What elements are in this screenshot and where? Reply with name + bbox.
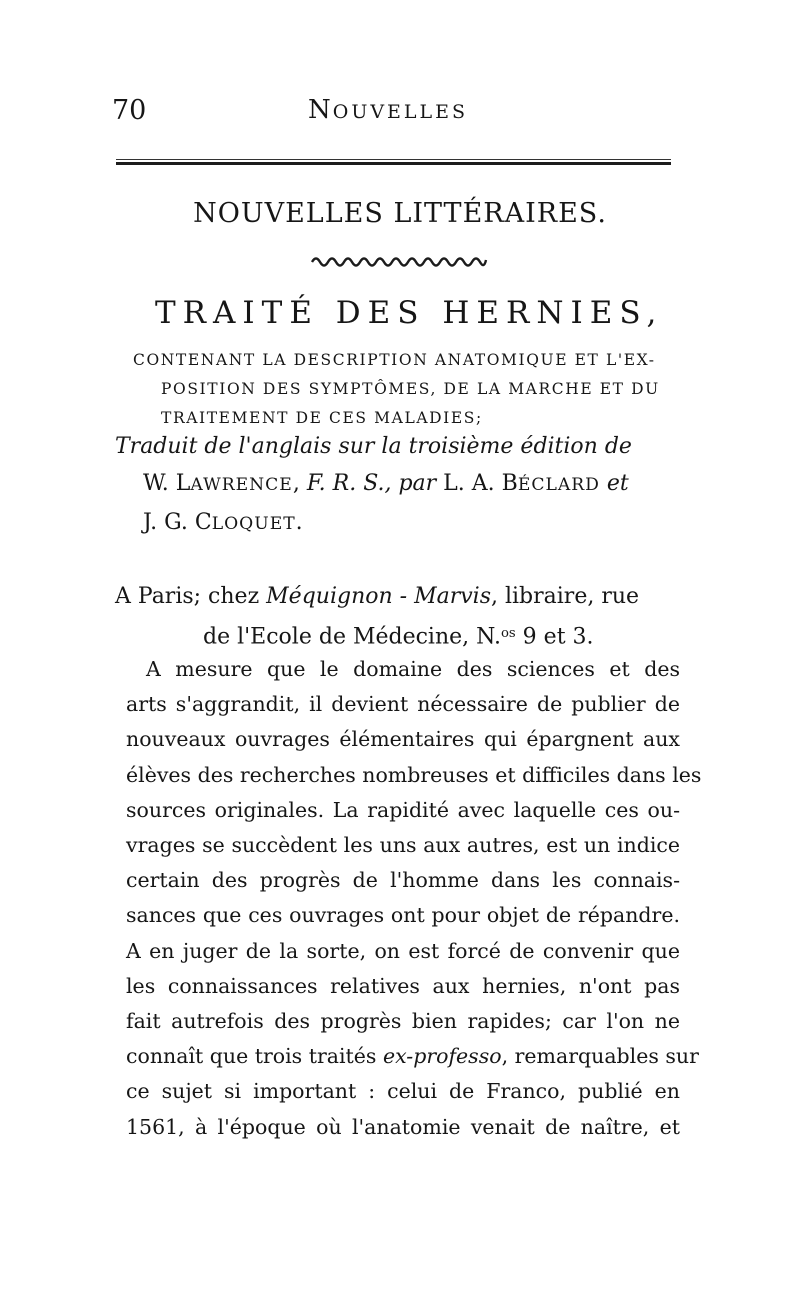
- author-title: F. R. S.: [306, 471, 385, 496]
- author-initial: W. L: [143, 471, 191, 496]
- imprint: [115, 578, 685, 656]
- separator: ,: [292, 471, 307, 496]
- translator-surname: ÉCLARD: [517, 475, 600, 495]
- running-title-initial: N: [308, 95, 333, 125]
- body-line: vrages se succèdent les uns aux autres, est un indice: [126, 833, 680, 858]
- publisher-name: Méquignon - Marvis: [266, 584, 491, 609]
- translation-credit: [115, 428, 685, 543]
- running-head: [112, 95, 682, 135]
- body-line: les connaissances relatives aux hernies, n'ont pas: [126, 973, 680, 998]
- author-surname: AWRENCE: [190, 475, 293, 495]
- imprint-suffix: , libraire, rue: [491, 584, 640, 609]
- body-fragment: , remarquables sur: [501, 1044, 699, 1069]
- body-line: élèves des recherches nombreuses et difficiles dans les: [126, 762, 702, 787]
- body-line: A en juger de la sorte, on est forcé de convenir que: [126, 938, 680, 963]
- address: de l'Ecole de Médecine, N.: [203, 624, 501, 650]
- body-line: arts s'aggrandit, il devient nécessaire de publier de: [126, 692, 680, 717]
- translation-line: [115, 428, 685, 465]
- subtitle-line: POSITION DES SYMPTÔMES, DE LA MARCHE ET DU: [161, 380, 660, 398]
- imprint-line: [115, 578, 685, 615]
- superscript: os: [500, 626, 516, 641]
- body-text: [126, 652, 702, 1145]
- translation-line: [115, 504, 685, 543]
- running-title: [308, 95, 468, 125]
- imprint-prefix: A Paris; chez: [115, 584, 267, 609]
- section-title: NOUVELLES LITTÉRAIRES.: [193, 198, 607, 229]
- translation-note: Traduit de l'anglais sur la troisième édition de: [115, 434, 632, 459]
- work-title: TRAITÉ DES HERNIES,: [155, 295, 664, 331]
- body-line: fait autrefois des progrès bien rapides; car l'on ne: [126, 1009, 680, 1034]
- wavy-ornament: [310, 252, 488, 268]
- body-line: 1561, à l'époque où l'anatomie venait de naître, et: [126, 1114, 680, 1139]
- translator-initials: J. G. C: [143, 510, 212, 535]
- translator-initials: L. A. B: [443, 471, 518, 496]
- work-subtitle: [133, 346, 678, 433]
- page-number: 70: [112, 95, 147, 126]
- body-line: A mesure que le domaine des sciences et des: [146, 657, 680, 681]
- period: .: [295, 510, 303, 535]
- body-line: ce sujet si important : celui de Franco, publié en: [126, 1079, 680, 1104]
- street-numbers: 9 et 3.: [515, 624, 594, 650]
- translation-line: [115, 465, 685, 504]
- body-line: nouveaux ouvrages élémentaires qui épargnent aux: [126, 727, 680, 752]
- latin-phrase: ex-professo: [382, 1044, 502, 1069]
- body-fragment: connaît que trois traités: [126, 1044, 383, 1069]
- body-line: certain des progrès de l'homme dans les connais-: [126, 868, 680, 893]
- header-rule-thick: [116, 162, 671, 165]
- body-line: sources originales. La rapidité avec laquelle ces ou-: [126, 797, 680, 822]
- by-word: , par: [384, 471, 444, 496]
- imprint-line: [115, 615, 685, 656]
- and-word: et: [599, 471, 629, 496]
- body-line: sances que ces ouvrages ont pour objet de répandre.: [126, 903, 680, 928]
- body-line: [126, 1039, 699, 1074]
- subtitle-line: TRAITEMENT DE CES MALADIES;: [161, 409, 483, 427]
- header-rule-thin: [116, 159, 671, 160]
- subtitle-line: CONTENANT LA DESCRIPTION ANATOMIQUE ET L'EX-: [133, 351, 656, 369]
- translator-surname: LOQUET: [211, 514, 296, 534]
- running-title-rest: OUVELLES: [332, 101, 469, 123]
